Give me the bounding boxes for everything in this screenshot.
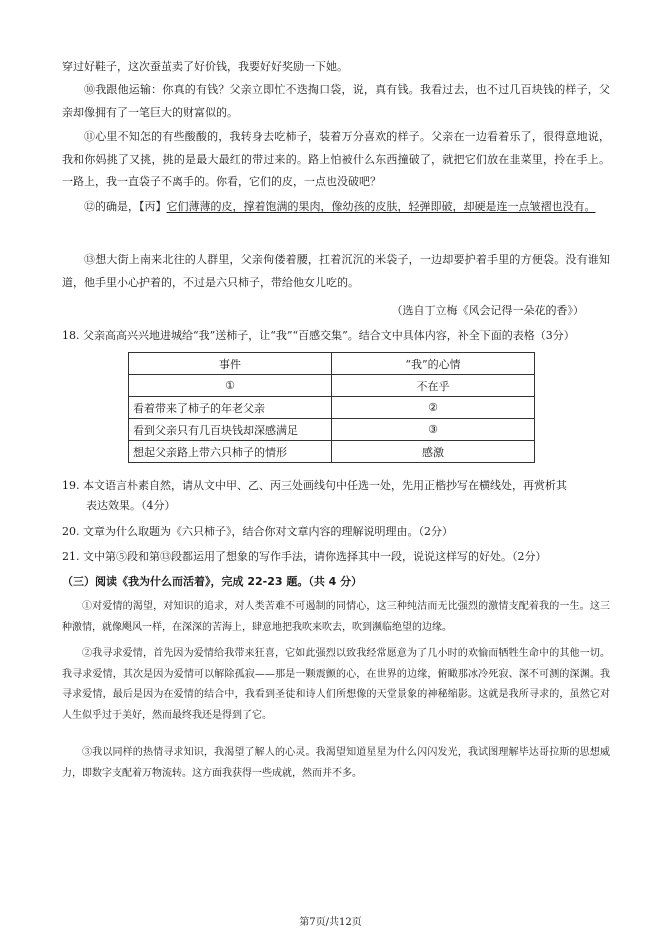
passage-paragraph-11: ⑪心里不知怎的有些酸酸的，我转身去吃柿子，装着万分喜欢的样子。父亲在一边看着乐了，很得意地说，我和你妈挑了又挑，挑的是最大最红的带过来的。路上怕被什么东西撞破了，就把它们放在韭菜里，拎在手上。一路上，我一直袋子不离手的。你看，它们的皮，一点也没破吧？ (62, 130, 610, 188)
table-header-mood: “我”的心情 (332, 353, 535, 375)
answer-table (128, 352, 535, 463)
essay-paragraph-1: ①对爱情的渴望，对知识的追求，对人类苦难不可遏制的同情心，这三种纯洁而无比强烈的激情支配着我的一生。这三种激情，就像飓风一样，在深深的苦海上，肆意地把我吹来吹去，吹到濒临绝望的边缘。 (62, 601, 610, 633)
question-19 (62, 476, 622, 516)
underlined-sentence-bing: 它们薄薄的皮，撑着饱满的果肉，像幼孩的皮肤，轻弹即破，却硬是连一点皱褶也没有。 (166, 200, 596, 213)
table-cell: 不在乎 (332, 375, 535, 397)
table-cell: 看着带来了柿子的年老父亲 (129, 397, 332, 419)
passage-source: （选自丁立梅《风会记得一朵花的香》） (391, 304, 584, 317)
table-header-row (129, 353, 535, 375)
table-row (129, 375, 535, 397)
passage-paragraph-13: ⑬想大街上南来北往的人群里，父亲佝偻着腰，扛着沉沉的米袋子，一边却要护着手里的方便袋。没有谁知道，他手里小心护着的，不过是六只柿子，带给他女儿吃的。 (62, 253, 610, 289)
page-footer: 第7页/共12页 (299, 917, 362, 928)
passage-paragraph-12 (62, 196, 610, 219)
table-cell: 想起父亲路上带六只柿子的情形 (129, 441, 332, 463)
table-cell: 感激 (332, 441, 535, 463)
table-row (129, 419, 535, 441)
table-row (129, 441, 535, 463)
question-19-line2: 表达效果。（4分） (86, 499, 176, 512)
essay-paragraph-3: ③我以同样的热情寻求知识，我渴望了解人的心灵。我渴望知道星星为什么闪闪发光，我试图理解毕达哥拉斯的思想威力，即数字支配着万物流转。这方面我获得一些成就，然而并不多。 (62, 747, 610, 779)
section-3-title: （三）阅读《我为什么而活着》，完成 22-23 题。（共 4 分） (62, 575, 363, 588)
question-19-line1: 19. 本文语言朴素自然，请从文中甲、乙、丙三处画线句中任选一处，先用正楷抄写在横线处，再赏析其 (62, 479, 567, 492)
table-row (129, 397, 535, 419)
essay-paragraph-2: ②我寻求爱情，首先因为爱情给我带来狂喜，它如此强烈以致我经常愿意为了几小时的欢愉而牺牲生命中的其他一切。我寻求爱情，其次是因为爱情可以解除孤寂——那是一颗震颤的心，在世界的边缘，俯瞰那冰冷死寂、深不可测的深渊。我寻求爱情，最后是因为在爱情的结合中，我看到圣徒和诗人们所想像的天堂景象的神秘缩影。这就是我所寻求的，虽然它对人生似乎过于美好，然而最终我还是得到了它。 (62, 648, 610, 721)
table-cell: ② (332, 397, 535, 419)
table-header-event: 事件 (129, 353, 332, 375)
question-21: 21. 文中第⑤段和第⑬段都运用了想象的写作手法，请你选择其中一段，说说这样写的好处。（2分） (62, 550, 547, 563)
marker-bing: ⑫的确是，【丙】 (84, 200, 167, 213)
passage-paragraph-10: ⑩我跟他运输：你真的有钱？父亲立即忙不迭掏口袋，说，真有钱。我看过去，也不过几百块钱的样子，父亲却像拥有了一笔巨大的财富似的。 (62, 83, 610, 119)
question-20: 20. 文章为什么取题为《六只柿子》，结合你对文章内容的理解说明理由。（2分） (62, 525, 453, 538)
passage-continuation: 穿过好鞋子，这次蚕茧卖了好价钱，我要好好奖励一下她。 (62, 60, 348, 73)
table-cell: 看到父亲只有几百块钱却深感满足 (129, 419, 332, 441)
question-18: 18. 父亲高高兴兴地进城给“我”送柿子，让“我”“百感交集”。结合文中具体内容，补全下面的表格（3分） (62, 329, 575, 342)
table-cell: ① (129, 375, 332, 397)
table-cell: ③ (332, 419, 535, 441)
